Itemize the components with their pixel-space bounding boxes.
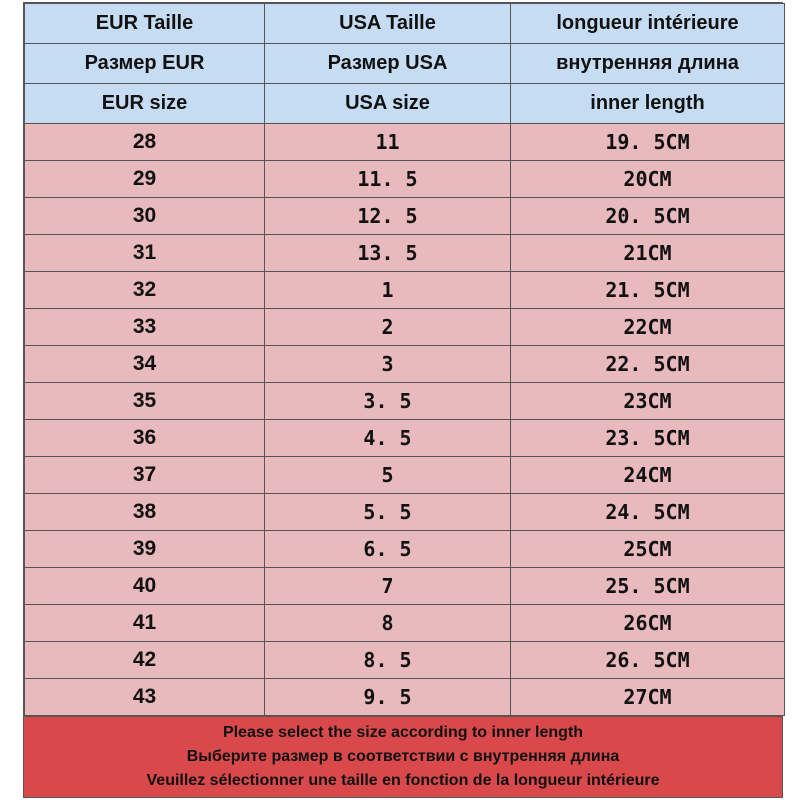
inner-length-cell: 22. 5CM bbox=[511, 346, 785, 383]
inner-length-cell: 20CM bbox=[511, 161, 785, 198]
header-cell-usa: USA size bbox=[265, 84, 511, 124]
table-row bbox=[25, 568, 785, 605]
header-cell-eur: EUR Taille bbox=[25, 4, 265, 44]
usa-size-cell: 5 bbox=[265, 457, 511, 494]
size-notice bbox=[24, 716, 782, 797]
inner-length-cell: 21CM bbox=[511, 235, 785, 272]
eur-size-cell: 37 bbox=[25, 457, 265, 494]
inner-length-cell: 26. 5CM bbox=[511, 642, 785, 679]
table-row bbox=[25, 383, 785, 420]
inner-length-cell: 24CM bbox=[511, 457, 785, 494]
header-cell-length: внутренняя длина bbox=[511, 44, 785, 84]
usa-size-cell: 11 bbox=[265, 124, 511, 161]
eur-size-cell: 30 bbox=[25, 198, 265, 235]
table-row bbox=[25, 198, 785, 235]
eur-size-cell: 34 bbox=[25, 346, 265, 383]
usa-size-cell: 9. 5 bbox=[265, 679, 511, 716]
eur-size-cell: 31 bbox=[25, 235, 265, 272]
header-row-english bbox=[25, 84, 785, 124]
header-cell-usa: Размер USA bbox=[265, 44, 511, 84]
table-row bbox=[25, 124, 785, 161]
header-cell-eur: Размер EUR bbox=[25, 44, 265, 84]
eur-size-cell: 28 bbox=[25, 124, 265, 161]
header-row-french bbox=[25, 4, 785, 44]
usa-size-cell: 13. 5 bbox=[265, 235, 511, 272]
table-row bbox=[25, 346, 785, 383]
table-row bbox=[25, 161, 785, 198]
inner-length-cell: 23CM bbox=[511, 383, 785, 420]
table-row bbox=[25, 494, 785, 531]
usa-size-cell: 12. 5 bbox=[265, 198, 511, 235]
header-cell-eur: EUR size bbox=[25, 84, 265, 124]
eur-size-cell: 43 bbox=[25, 679, 265, 716]
table-row bbox=[25, 605, 785, 642]
size-table bbox=[24, 3, 785, 716]
size-chart bbox=[23, 2, 783, 798]
table-row bbox=[25, 420, 785, 457]
usa-size-cell: 8 bbox=[265, 605, 511, 642]
table-row bbox=[25, 642, 785, 679]
inner-length-cell: 21. 5CM bbox=[511, 272, 785, 309]
usa-size-cell: 3. 5 bbox=[265, 383, 511, 420]
header-cell-usa: USA Taille bbox=[265, 4, 511, 44]
eur-size-cell: 39 bbox=[25, 531, 265, 568]
eur-size-cell: 41 bbox=[25, 605, 265, 642]
usa-size-cell: 6. 5 bbox=[265, 531, 511, 568]
eur-size-cell: 29 bbox=[25, 161, 265, 198]
table-row bbox=[25, 235, 785, 272]
inner-length-cell: 19. 5CM bbox=[511, 124, 785, 161]
table-row bbox=[25, 309, 785, 346]
usa-size-cell: 1 bbox=[265, 272, 511, 309]
inner-length-cell: 23. 5CM bbox=[511, 420, 785, 457]
eur-size-cell: 32 bbox=[25, 272, 265, 309]
eur-size-cell: 35 bbox=[25, 383, 265, 420]
table-row bbox=[25, 272, 785, 309]
usa-size-cell: 2 bbox=[265, 309, 511, 346]
header-cell-length: inner length bbox=[511, 84, 785, 124]
notice-french: Veuillez sélectionner une taille en fonction de la longueur intérieure bbox=[146, 772, 660, 789]
table-row bbox=[25, 457, 785, 494]
inner-length-cell: 25. 5CM bbox=[511, 568, 785, 605]
inner-length-cell: 26CM bbox=[511, 605, 785, 642]
inner-length-cell: 27CM bbox=[511, 679, 785, 716]
usa-size-cell: 3 bbox=[265, 346, 511, 383]
eur-size-cell: 38 bbox=[25, 494, 265, 531]
table-row bbox=[25, 679, 785, 716]
inner-length-cell: 20. 5CM bbox=[511, 198, 785, 235]
header-row-russian bbox=[25, 44, 785, 84]
inner-length-cell: 24. 5CM bbox=[511, 494, 785, 531]
inner-length-cell: 25CM bbox=[511, 531, 785, 568]
notice-russian: Выберите размер в соответствии с внутренняя длина bbox=[186, 748, 620, 765]
usa-size-cell: 5. 5 bbox=[265, 494, 511, 531]
usa-size-cell: 11. 5 bbox=[265, 161, 511, 198]
inner-length-cell: 22CM bbox=[511, 309, 785, 346]
usa-size-cell: 8. 5 bbox=[265, 642, 511, 679]
eur-size-cell: 40 bbox=[25, 568, 265, 605]
notice-english: Please select the size according to inner length bbox=[222, 724, 584, 741]
table-row bbox=[25, 531, 785, 568]
eur-size-cell: 36 bbox=[25, 420, 265, 457]
eur-size-cell: 33 bbox=[25, 309, 265, 346]
header-cell-length: longueur intérieure bbox=[511, 4, 785, 44]
eur-size-cell: 42 bbox=[25, 642, 265, 679]
usa-size-cell: 4. 5 bbox=[265, 420, 511, 457]
usa-size-cell: 7 bbox=[265, 568, 511, 605]
